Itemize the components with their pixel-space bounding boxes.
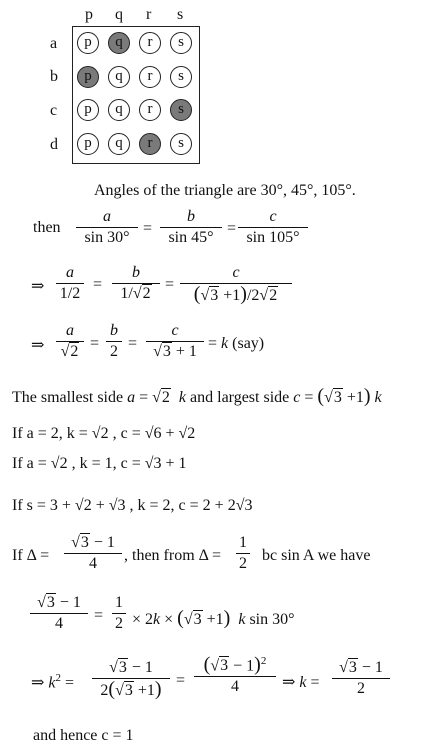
bubble-b-s: s <box>170 66 192 88</box>
implies-4: ⇒ k = <box>282 674 320 691</box>
bubble-a-p: p <box>77 32 99 54</box>
grid-row-b: b <box>50 68 58 85</box>
case-a2: If a = 2, k = √2 , c = √6 + √2 <box>12 425 196 442</box>
eq-lhs: √3 − 1 4 <box>30 594 88 633</box>
delta-if: If Δ = <box>12 547 50 564</box>
bubble-d-p: p <box>77 133 99 155</box>
bubble-c-s: s <box>170 99 192 121</box>
grid-row-a: a <box>50 35 58 52</box>
ratio-a-sin30: a sin 30° <box>76 208 138 247</box>
bubble-c-q: q <box>108 99 130 121</box>
ratio-b-2: b 2 <box>106 322 122 361</box>
grid-row-d: d <box>50 136 58 153</box>
bubble-d-r: r <box>139 133 161 155</box>
delta-formula-tail: bc sin A we have <box>262 547 371 564</box>
ratio-b-sin45: b sin 45° <box>160 208 222 247</box>
eq-half: 1 2 <box>112 594 126 633</box>
bubble-a-q: q <box>108 32 130 54</box>
equals-4: = <box>165 276 175 293</box>
delta-half: 1 2 <box>236 534 250 573</box>
smallest-largest-line: The smallest side a = √2 k and largest side c = (√3 +1) k <box>12 385 382 407</box>
ratio-b-inv-root2: b 1/√2 <box>112 264 160 303</box>
equals-5: = <box>90 335 100 352</box>
conclusion: and hence c = 1 <box>33 727 134 744</box>
equals-8: = <box>176 672 186 689</box>
bubble-d-q: q <box>108 133 130 155</box>
grid-row-c: c <box>50 102 58 119</box>
bubble-b-r: r <box>139 66 161 88</box>
equals-2: = <box>227 220 237 237</box>
bubble-d-s: s <box>170 133 192 155</box>
ratio-c-sin105: c sin 105° <box>238 208 308 247</box>
equals-3: = <box>93 276 103 293</box>
ratio-c-expr: c (√3 +1)/2√2 <box>180 264 292 305</box>
equals-7: = <box>94 607 104 624</box>
ratio-c-root3plus1: c √3 + 1 <box>146 322 204 361</box>
bubble-b-q: q <box>108 66 130 88</box>
ratio-a-half: a 1/2 <box>56 264 84 303</box>
bubble-c-p: p <box>77 99 99 121</box>
implies-2: ⇒ <box>31 337 45 354</box>
k2-frac-2: $(√3 - 1)^2$ 4 <box>194 652 276 696</box>
bubble-a-r: r <box>139 32 161 54</box>
case-a-root2: If a = √2 , k = 1, c = √3 + 1 <box>12 455 187 472</box>
then-label: then <box>33 219 61 236</box>
k2-frac-1: √3 − 1 2(√3 +1) <box>92 659 170 700</box>
largest-label: and largest side <box>190 389 290 406</box>
say-label: (say) <box>232 335 265 352</box>
k-value: √3 − 1 2 <box>332 659 390 698</box>
implies-3: ⇒ $k^2$ = <box>31 672 75 692</box>
ratio-a-root2: a √2 <box>56 322 84 361</box>
grid-col-s: s <box>177 6 184 23</box>
bubble-a-s: s <box>170 32 192 54</box>
equals-k: = k (say) <box>208 335 265 352</box>
case-s: If s = 3 + √2 + √3 , k = 2, c = 2 + 2√3 <box>12 497 253 514</box>
eq-rhs: × 2k × (√3 +1) k sin 30° <box>132 607 295 629</box>
smallest-label: The smallest side <box>12 389 124 406</box>
equals-6: = <box>128 335 138 352</box>
grid-col-r: r <box>146 6 152 23</box>
bubble-b-p: p <box>77 66 99 88</box>
implies-1: ⇒ <box>31 278 45 295</box>
angles-statement: Angles of the triangle are 30°, 45°, 105°. <box>94 182 356 199</box>
equals-1: = <box>143 220 153 237</box>
answer-grid <box>72 26 200 164</box>
grid-col-q: q <box>115 6 123 23</box>
delta-then: , then from Δ = <box>124 547 222 564</box>
grid-col-p: p <box>85 6 93 23</box>
bubble-c-r: r <box>139 99 161 121</box>
delta-value: √3 − 1 4 <box>64 534 122 573</box>
